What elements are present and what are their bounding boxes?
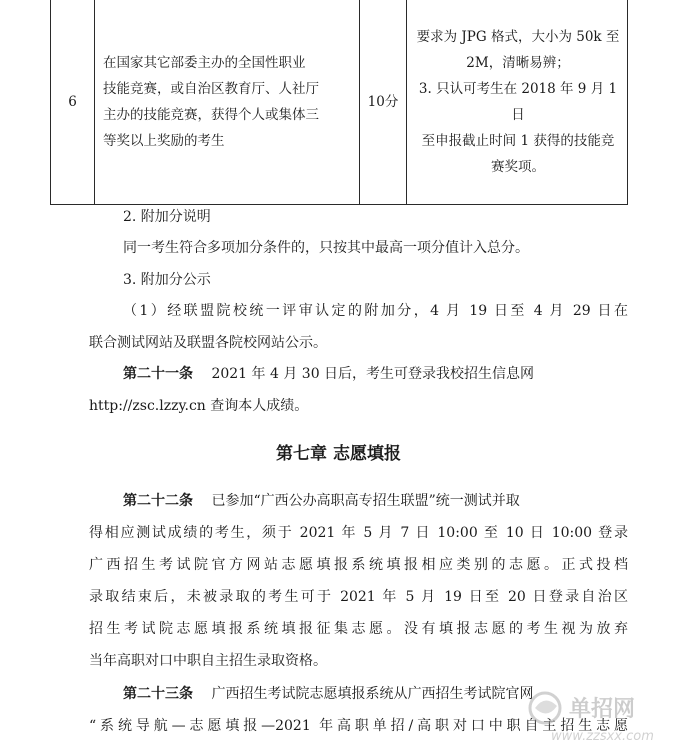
article-21-line <box>123 364 534 384</box>
watermark-leaf-icon <box>535 700 557 713</box>
article-22-line: 当年高职对口中职自主招生录取资格。 <box>89 653 327 669</box>
requirement-line: 2M，清晰易辨； <box>466 54 570 71</box>
requirement-line: 至申报截止时间 1 获得的技能竞 <box>421 132 615 149</box>
article-23-text: 广西招生考试院志愿填报系统从广西招生考试院官网 <box>211 686 534 702</box>
article-22-line: 得相应测试成绩的考生，须于 2021 年 5 月 7 日 10:00 至 10 日 10:00 登录 <box>89 525 628 541</box>
article-23-line <box>123 684 533 704</box>
bonus-points-table <box>50 0 628 205</box>
table-row <box>51 0 628 205</box>
bonus-publicity-heading: 3. 附加分公示 <box>123 272 211 288</box>
watermark-url: www.zzsxx.com <box>551 729 654 744</box>
bonus-note-heading: 2. 附加分说明 <box>123 209 211 225</box>
article-22-line: 招生考试院志愿填报系统填报征集志愿。没有填报志愿的考生视为放弃 <box>89 621 628 637</box>
article-22-line: 录取结束后，未被录取的考生可于 2021 年 5 月 19 日至 20 日登录自治区 <box>89 589 628 605</box>
article-21-label: 第二十一条 <box>123 366 193 382</box>
bonus-publicity-line: 联合测试网站及联盟各院校网站公示。 <box>89 335 327 351</box>
chapter-title: 第七章 志愿填报 <box>276 444 401 464</box>
article-23-label: 第二十三条 <box>123 686 193 702</box>
description-line: 等奖以上奖励的考生 <box>103 132 225 149</box>
requirement-line: 赛奖项。 <box>491 158 545 175</box>
watermark-brand: 单招网 <box>569 697 636 722</box>
article-23-line: “系统导航—志愿填报—2021 年高职单招/高职对口中职自主招生志愿 <box>89 718 628 734</box>
article-21-text: 2021 年 4 月 30 日后，考生可登录我校招生信息网 <box>211 366 535 382</box>
article-22-text: 已参加“广西公办高职高专招生联盟”统一测试并取 <box>211 493 520 509</box>
requirement-line: 3. 只认可考生在 2018 年 9 月 1 日 <box>418 80 618 123</box>
description-line: 在国家其它部委主办的全国性职业 <box>103 54 306 71</box>
row-number: 6 <box>51 0 95 205</box>
row-description <box>95 0 360 205</box>
article-22-line <box>123 491 520 511</box>
article-21-line: http://zsc.lzzy.cn 查询本人成绩。 <box>89 398 309 414</box>
article-22-line: 广西招生考试院官方网站志愿填报系统填报相应类别的志愿。正式投档 <box>89 557 628 573</box>
bonus-publicity-line: （1）经联盟院校统一评审认定的附加分，4 月 19 日至 4 月 29 日在 <box>123 303 628 319</box>
watermark <box>521 686 671 750</box>
requirement-line: 要求为 JPG 格式，大小为 50k 至 <box>416 28 620 45</box>
bonus-note-text: 同一考生符合多项加分条件的，只按其中最高一项分值计入总分。 <box>123 240 529 256</box>
description-line: 主办的技能竞赛，获得个人或集体三 <box>103 106 319 123</box>
article-22-label: 第二十二条 <box>123 493 193 509</box>
description-line: 技能竞赛，或自治区教育厅、人社厅 <box>103 80 319 97</box>
row-points: 10分 <box>360 0 407 205</box>
row-requirements <box>407 0 628 205</box>
